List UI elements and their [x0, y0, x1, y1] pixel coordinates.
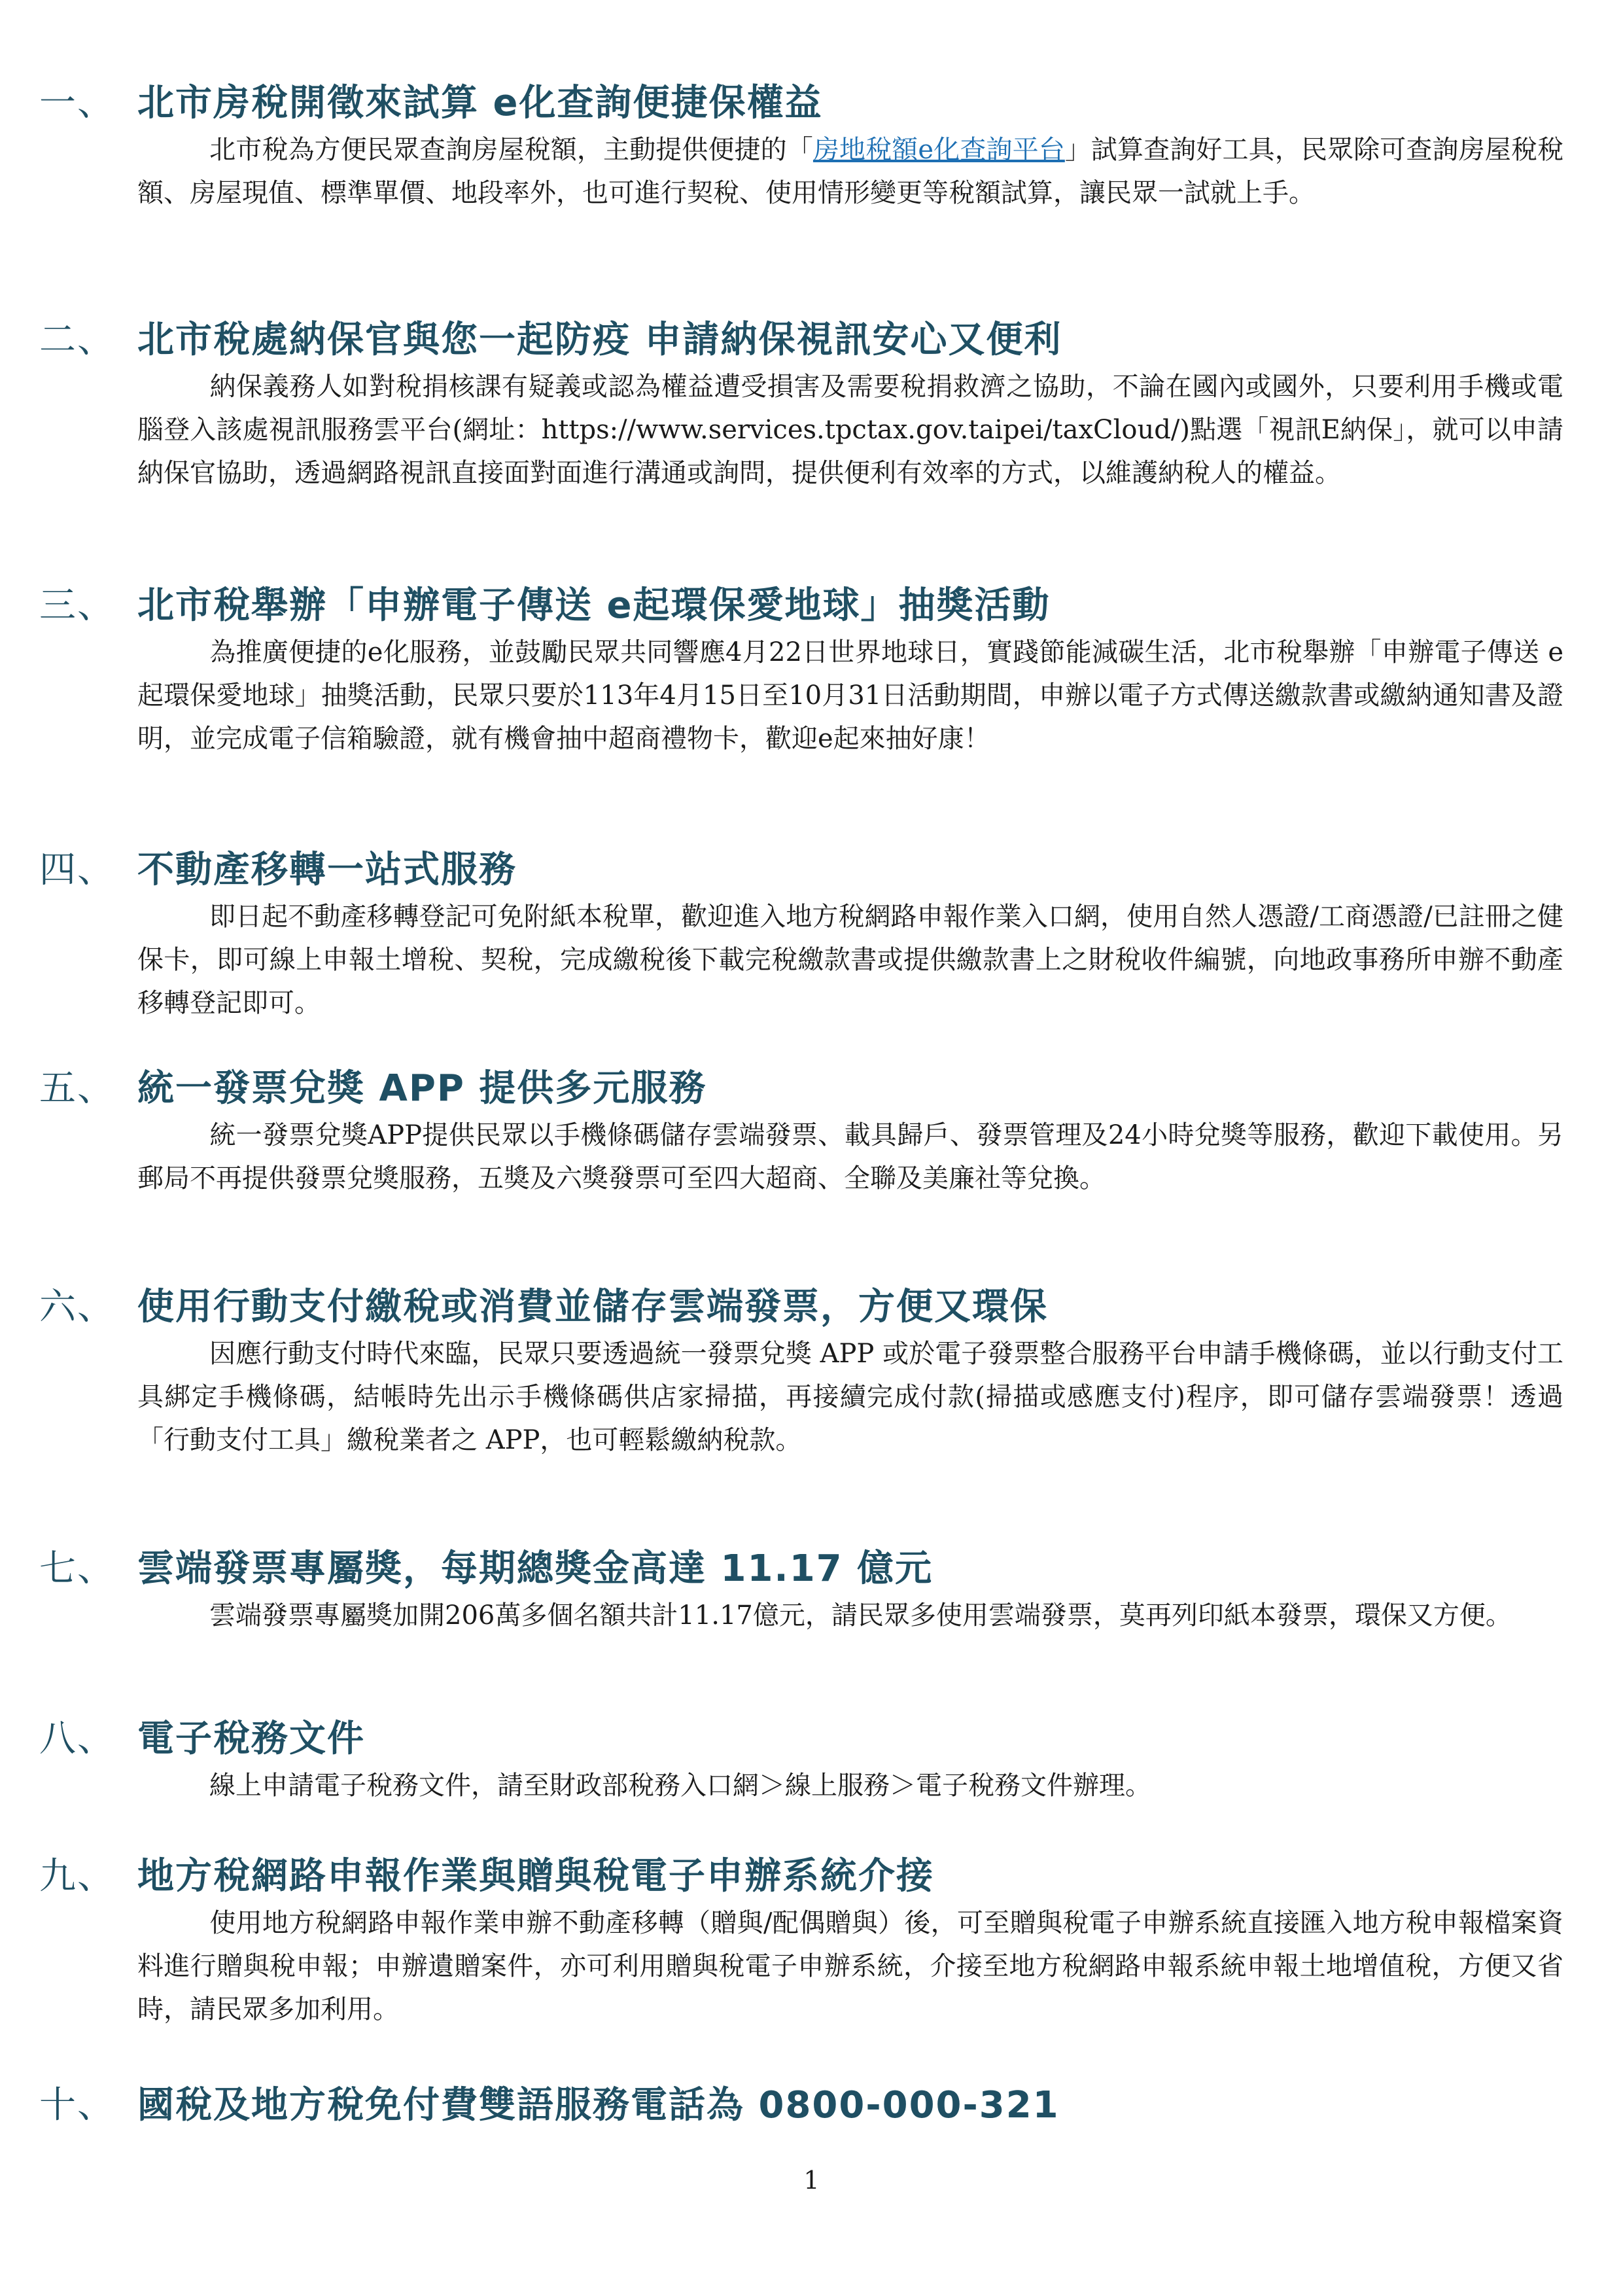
section-heading — [39, 1714, 1563, 1764]
section-1 — [39, 79, 1563, 215]
section-heading — [39, 1852, 1563, 1901]
section-number: 二、 — [39, 319, 115, 361]
section-title: 國稅及地方稅免付費雙語服務電話為 0800-000-321 — [137, 2084, 1060, 2127]
page-number: 1 — [803, 2166, 820, 2195]
section-body — [137, 1764, 1563, 1807]
section-2 — [39, 315, 1563, 495]
section-10 — [39, 2081, 1563, 2130]
section-heading — [39, 315, 1563, 365]
section-number: 七、 — [39, 1547, 115, 1590]
section-body — [137, 1332, 1563, 1462]
section-title: 不動產移轉一站式服務 — [137, 849, 517, 891]
section-number: 九、 — [39, 1855, 115, 1898]
section-body — [137, 1901, 1563, 2031]
body-text: 雲端發票專屬獎加開206萬多個名額共計11.17億元，請民眾多使用雲端發票，莫再列印紙本發票，環保又方便。 — [209, 1600, 1512, 1631]
section-title: 地方稅網路申報作業與贈與稅電子申辦系統介接 — [137, 1855, 934, 1898]
section-title: 北市房稅開徵來試算 e化查詢便捷保權益 — [137, 82, 823, 124]
section-number: 一、 — [39, 82, 115, 124]
section-heading — [39, 845, 1563, 895]
section-3 — [39, 581, 1563, 760]
section-number: 八、 — [39, 1718, 115, 1760]
body-text: 統一發票兌獎APP提供民眾以手機條碼儲存雲端發票、載具歸戶、發票管理及24小時兌獎等服務，歡迎下載使用。另郵局不再提供發票兌獎服務，五獎及六獎發票可至四大超商、全聯及美廉社等兌換。 — [137, 1120, 1563, 1193]
section-title: 統一發票兌獎 APP 提供多元服務 — [137, 1067, 707, 1110]
section-heading — [39, 1544, 1563, 1594]
section-number: 五、 — [39, 1067, 115, 1110]
section-heading — [39, 1282, 1563, 1332]
section-heading — [39, 79, 1563, 128]
section-5 — [39, 1064, 1563, 1200]
section-7 — [39, 1544, 1563, 1637]
section-number: 四、 — [39, 849, 115, 891]
section-8 — [39, 1714, 1563, 1807]
section-body — [137, 631, 1563, 760]
body-text: 納保義務人如對稅捐核課有疑義或認為權益遭受損害及需要稅捐救濟之協助，不論在國內或國外，只要利用手機或電腦登入該處視訊服務雲平台(網址：https://www.services.tpctax.gov.taipei/taxCloud/)點選「視訊E納保」，就可以申請納保官協助，透過網路視訊直接面對面進行溝通或詢問，提供便利有效率的方式，以維護納稅人的權益。 — [137, 372, 1563, 488]
section-body — [137, 128, 1563, 215]
body-text-after-link: 」試算查詢好工具，民眾除可查詢房屋稅稅額、房屋現值、標準單價、地段率外，也可進行契稅、使用情形變更等稅額試算，讓民眾一試就上手。 — [137, 135, 1564, 208]
section-title: 雲端發票專屬獎，每期總獎金高達 11.17 億元 — [137, 1547, 934, 1590]
section-body — [137, 1594, 1563, 1637]
section-heading — [39, 1064, 1563, 1114]
section-title: 使用行動支付繳稅或消費並儲存雲端發票，方便又環保 — [137, 1286, 1048, 1328]
section-title: 北市稅舉辦「申辦電子傳送 e起環保愛地球」抽獎活動 — [137, 584, 1051, 627]
section-heading — [39, 581, 1563, 631]
body-text: 即日起不動產移轉登記可免附紙本稅單，歡迎進入地方稅網路申報作業入口網，使用自然人憑證/工商憑證/已註冊之健保卡，即可線上申報土增稅、契稅，完成繳稅後下載完稅繳款書或提供繳款書上之財稅收件編號，向地政事務所申辦不動產移轉登記即可。 — [137, 902, 1563, 1018]
body-text: 線上申請電子稅務文件，請至財政部稅務入口網＞線上服務＞電子稅務文件辦理。 — [209, 1771, 1151, 1801]
body-text: 因應行動支付時代來臨，民眾只要透過統一發票兌獎 APP 或於電子發票整合服務平台申請手機條碼，並以行動支付工具綁定手機條碼，結帳時先出示手機條碼供店家掃描，再接續完成付款(掃描或感應支付)程序，即可儲存雲端發票！透過「行動支付工具」繳稅業者之 APP，也可輕鬆繳納稅款。 — [137, 1339, 1563, 1455]
section-heading — [39, 2081, 1563, 2130]
section-title: 電子稅務文件 — [137, 1718, 365, 1760]
body-text-before-link: 北市稅為方便民眾查詢房屋稅額，主動提供便捷的「 — [209, 135, 813, 165]
section-body — [137, 365, 1563, 495]
section-9 — [39, 1852, 1563, 2031]
section-4 — [39, 845, 1563, 1025]
section-body — [137, 1114, 1563, 1200]
section-6 — [39, 1282, 1563, 1462]
body-text: 為推廣便捷的e化服務，並鼓勵民眾共同響應4月22日世界地球日，實踐節能減碳生活，北市稅舉辦「申辦電子傳送 e起環保愛地球」抽獎活動，民眾只要於113年4月15日至10月31日活動期間，申辦以電子方式傳送繳款書或繳納通知書及證明，並完成電子信箱驗證，就有機會抽中超商禮物卡，歡迎e起來抽好康！ — [137, 637, 1563, 754]
tax-query-platform-link[interactable]: 房地稅額e化查詢平台 — [812, 135, 1065, 165]
section-number: 十、 — [39, 2084, 115, 2127]
section-body — [137, 895, 1563, 1025]
body-text: 使用地方稅網路申報作業申辦不動產移轉（贈與/配偶贈與）後，可至贈與稅電子申辦系統直接匯入地方稅申報檔案資料進行贈與稅申報；申辦遺贈案件，亦可利用贈與稅電子申辦系統，介接至地方稅網路申報系統申報土地增值稅，方便又省時，請民眾多加利用。 — [137, 1908, 1563, 2024]
section-number: 六、 — [39, 1286, 115, 1328]
section-number: 三、 — [39, 584, 115, 627]
section-title: 北市稅處納保官與您一起防疫 申請納保視訊安心又便利 — [137, 319, 1062, 361]
